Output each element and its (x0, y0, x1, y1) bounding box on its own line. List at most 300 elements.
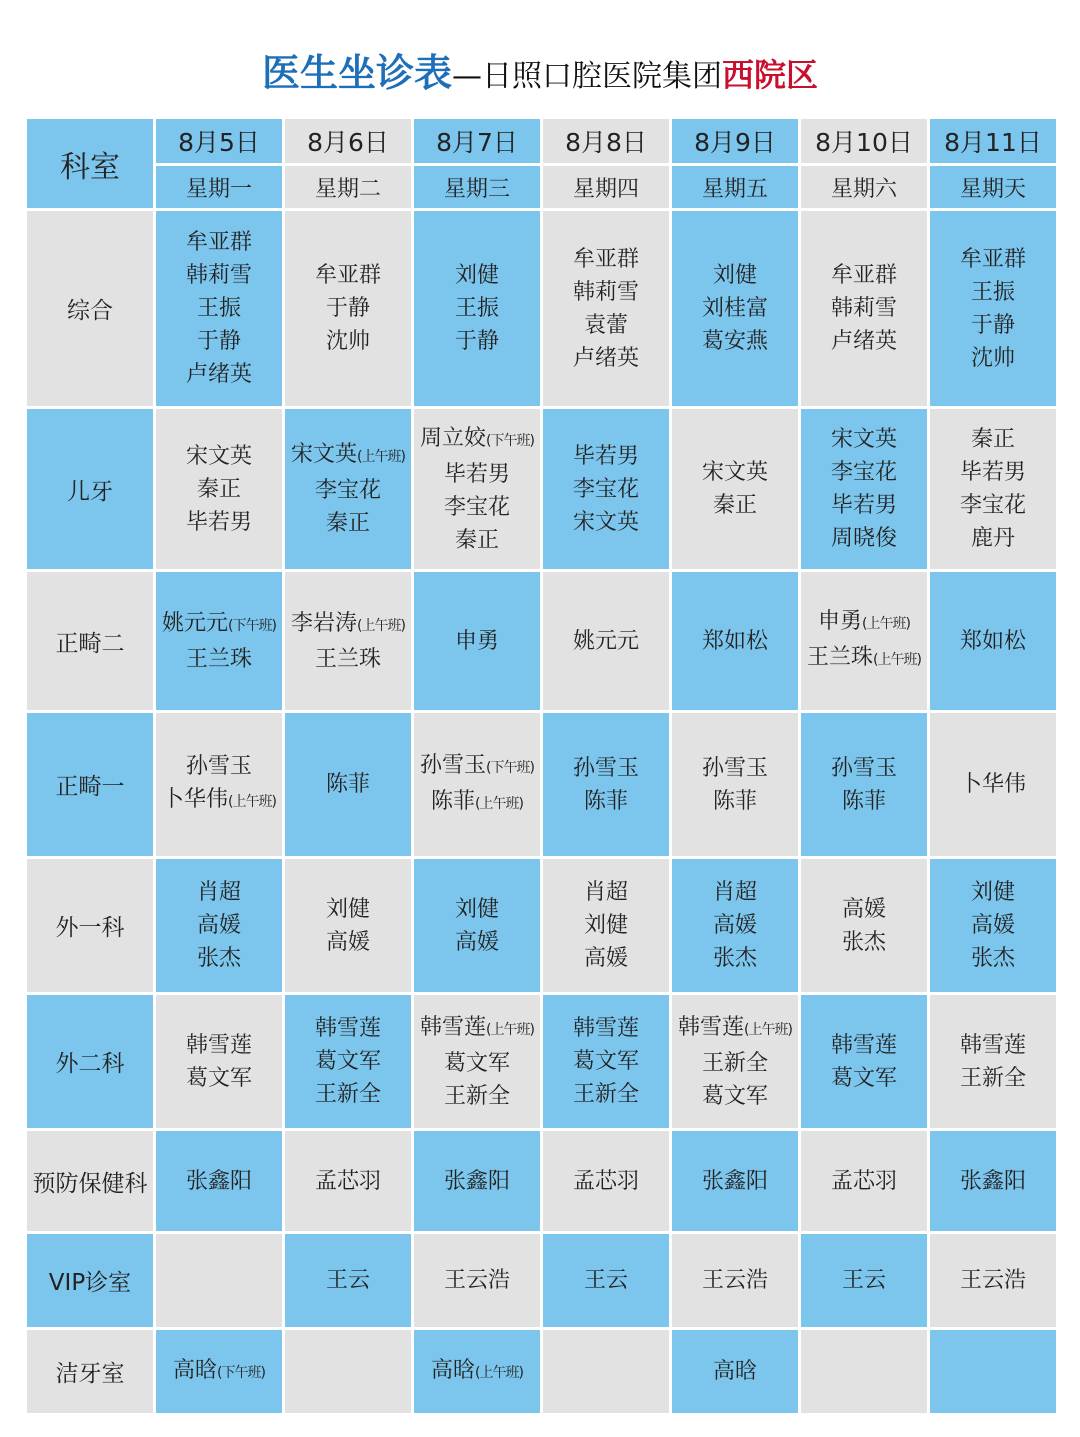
doctor-entry (156, 1029, 282, 1062)
doctor-name: 韩莉雪 (572, 279, 639, 305)
doctor-entry (801, 893, 927, 926)
doctor-entry (801, 605, 927, 641)
doctor-entry (930, 276, 1056, 309)
doctor-name: 张杰 (712, 946, 757, 971)
doctor-name: 袁蕾 (583, 312, 628, 338)
schedule-cell (285, 859, 411, 992)
doctor-entry (543, 625, 669, 658)
doctor-name: 宋文英 (572, 509, 639, 535)
doctor-name: 卢绪英 (830, 329, 897, 354)
doctor-entry (801, 926, 927, 959)
doctor-entry (156, 440, 282, 473)
schedule-cell (672, 859, 798, 992)
doctor-entry (672, 325, 798, 358)
doctor-name: 姚元元 (162, 610, 229, 636)
doctor-entry (930, 876, 1056, 909)
schedule-cell (930, 713, 1056, 856)
doctor-name: 韩雪莲 (572, 1016, 639, 1041)
doctor-name: 王云 (583, 1268, 628, 1293)
title-main: 医生坐诊表 (261, 51, 452, 95)
doctor-name: 孙雪玉 (701, 755, 768, 781)
doctor-name: 高晗 (712, 1359, 757, 1384)
doctor-name: 王兰珠 (314, 646, 381, 672)
doctor-name: 李宝花 (572, 476, 639, 502)
doctor-name: 王新全 (701, 1050, 768, 1076)
doctor-name: 刘健 (712, 263, 757, 288)
doctor-name: 刘健 (454, 896, 499, 922)
schedule-cell (801, 409, 927, 569)
schedule-cell (801, 713, 927, 856)
doctor-entry (156, 259, 282, 292)
doctor-name: 宋文英 (185, 443, 252, 469)
doctor-entry (801, 752, 927, 785)
doctor-entry (672, 909, 798, 942)
doctor-entry (672, 942, 798, 975)
doctor-name: 高媛 (970, 913, 1015, 938)
doctor-entry (930, 489, 1056, 522)
title-district: 西院区 (722, 56, 819, 94)
doctor-name: 刘桂富 (701, 296, 768, 321)
schedule-cell (414, 1330, 540, 1413)
shift-note: (上午班) (873, 652, 921, 668)
doctor-name: 高晗 (431, 1357, 476, 1383)
doctor-name: 王新全 (572, 1082, 639, 1107)
doctor-name: 高媛 (454, 929, 499, 955)
doctor-name: 孙雪玉 (185, 754, 252, 779)
doctor-name: 李宝花 (830, 460, 897, 485)
weekday-header: 星期一 (156, 166, 282, 208)
doctor-name: 张鑫阳 (185, 1168, 252, 1194)
date-header: 8月10日 (801, 119, 927, 163)
date-header: 8月9日 (672, 119, 798, 163)
doctor-name: 肖超 (583, 880, 628, 905)
schedule-row (27, 572, 1056, 710)
date-header: 8月6日 (285, 119, 411, 163)
doctor-entry (156, 643, 282, 676)
doctor-name: 韩莉雪 (185, 263, 252, 288)
shift-note: (上午班) (475, 1364, 523, 1381)
schedule-cell (930, 995, 1056, 1128)
doctor-name: 高媛 (583, 946, 628, 971)
doctor-name: 刘健 (325, 896, 370, 922)
header-weekday-row (27, 166, 1056, 208)
schedule-cell (543, 1330, 669, 1413)
doctor-entry (414, 749, 540, 785)
schedule-cell (672, 995, 798, 1128)
doctor-entry (543, 243, 669, 276)
doctor-name: 陈菲 (712, 788, 757, 814)
schedule-row (27, 1131, 1056, 1231)
doctor-entry (156, 876, 282, 909)
doctor-entry (156, 783, 282, 819)
doctor-name: 韩雪莲 (420, 1014, 487, 1040)
doctor-entry (285, 893, 411, 926)
schedule-cell (672, 1330, 798, 1413)
doctor-entry (543, 1165, 669, 1198)
shift-note: (上午班) (357, 617, 405, 634)
doctor-entry (672, 1080, 798, 1113)
doctor-name: 王云 (841, 1268, 886, 1293)
shift-note: (下午班) (228, 617, 276, 634)
doctor-entry (414, 292, 540, 325)
doctor-entry (543, 440, 669, 473)
dept-label: 预防保健科 (27, 1131, 153, 1231)
doctor-name: 牟亚群 (185, 230, 252, 255)
schedule-row (27, 1234, 1056, 1327)
weekday-header: 星期四 (543, 166, 669, 208)
doctor-entry (930, 342, 1056, 375)
doctor-entry (156, 607, 282, 643)
schedule-cell (414, 409, 540, 569)
doctor-entry (543, 473, 669, 506)
shift-note: (上午班) (744, 1021, 792, 1038)
schedule-cell (414, 1131, 540, 1231)
doctor-entry (156, 750, 282, 783)
doctor-entry (801, 423, 927, 456)
doctor-entry (285, 507, 411, 540)
doctor-name: 韩雪莲 (314, 1016, 381, 1041)
doctor-name: 王云浩 (701, 1268, 768, 1293)
doctor-entry (801, 1264, 927, 1297)
schedule-cell (543, 1234, 669, 1327)
doctor-entry (801, 641, 927, 677)
doctor-entry (930, 309, 1056, 342)
schedule-row (27, 211, 1056, 406)
doctor-entry (414, 1165, 540, 1198)
date-header: 8月5日 (156, 119, 282, 163)
doctor-entry (414, 491, 540, 524)
doctor-entry (801, 1029, 927, 1062)
schedule-cell (930, 572, 1056, 710)
weekday-header: 星期天 (930, 166, 1056, 208)
doctor-name: 宋文英 (701, 460, 768, 485)
shift-note: (上午班) (475, 795, 523, 812)
schedule-cell (156, 409, 282, 569)
doctor-entry (672, 1165, 798, 1198)
schedule-cell (801, 1131, 927, 1231)
schedule-cell (156, 1330, 282, 1413)
shift-note: (下午班) (486, 432, 534, 449)
doctor-entry (930, 942, 1056, 975)
doctor-name: 毕若男 (959, 460, 1026, 485)
schedule-cell (285, 713, 411, 856)
dept-label: 儿牙 (27, 409, 153, 569)
schedule-cell (156, 713, 282, 856)
doctor-name: 高媛 (841, 896, 886, 922)
doctor-entry (285, 643, 411, 676)
schedule-cell (285, 995, 411, 1128)
doctor-name: 于静 (970, 312, 1015, 338)
doctor-name: 李宝花 (314, 478, 381, 503)
doctor-entry (801, 292, 927, 325)
doctor-entry (543, 309, 669, 342)
schedule-cell (930, 1234, 1056, 1327)
doctor-entry (156, 942, 282, 975)
schedule-cell (156, 211, 282, 406)
doctor-entry (801, 1165, 927, 1198)
doctor-entry (543, 1045, 669, 1078)
doctor-entry (414, 524, 540, 557)
schedule-cell (414, 1234, 540, 1327)
doctor-name: 秦正 (970, 427, 1015, 452)
doctor-name: 韩雪莲 (830, 1032, 897, 1058)
schedule-cell (285, 1234, 411, 1327)
shift-note: (下午班) (486, 759, 534, 776)
schedule-cell (543, 211, 669, 406)
doctor-entry (801, 785, 927, 818)
doctor-entry (672, 1264, 798, 1297)
header-date-row (27, 119, 1056, 163)
doctor-name: 张鑫阳 (701, 1168, 768, 1194)
doctor-entry (801, 456, 927, 489)
doctor-entry (672, 259, 798, 292)
dept-label: 正畸一 (27, 713, 153, 856)
doctor-entry (156, 909, 282, 942)
schedule-cell (543, 572, 669, 710)
doctor-entry (543, 276, 669, 309)
weekday-header: 星期二 (285, 166, 411, 208)
schedule-cell (801, 572, 927, 710)
schedule-cell (543, 713, 669, 856)
doctor-entry (156, 1354, 282, 1390)
doctor-name: 于静 (454, 329, 499, 354)
doctor-name: 郑如松 (701, 628, 768, 654)
doctor-name: 于静 (325, 296, 370, 321)
doctor-name: 刘健 (583, 913, 628, 938)
doctor-name: 葛文军 (443, 1050, 510, 1076)
doctor-name: 高媛 (325, 929, 370, 955)
doctor-name: 肖超 (196, 880, 241, 905)
schedule-cell (543, 1131, 669, 1231)
schedule-cell (285, 409, 411, 569)
schedule-cell (672, 211, 798, 406)
schedule-cell (156, 995, 282, 1128)
weekday-header: 星期三 (414, 166, 540, 208)
doctor-name: 秦正 (712, 493, 757, 518)
doctor-name: 王新全 (314, 1082, 381, 1107)
doctor-entry (672, 625, 798, 658)
doctor-entry (543, 752, 669, 785)
doctor-entry (930, 456, 1056, 489)
doctor-name: 葛文军 (185, 1065, 252, 1091)
dept-label: 洁牙室 (27, 1330, 153, 1413)
doctor-entry (543, 942, 669, 975)
schedule-cell (672, 572, 798, 710)
doctor-name: 葛文军 (830, 1065, 897, 1091)
shift-note: (上午班) (862, 616, 910, 632)
doctor-entry (672, 1011, 798, 1047)
doctor-entry (285, 607, 411, 643)
doctor-entry (930, 1264, 1056, 1297)
shift-note: (上午班) (357, 449, 405, 465)
doctor-name: 秦正 (196, 476, 241, 502)
schedule-body (27, 211, 1056, 1413)
doctor-entry (543, 909, 669, 942)
doctor-entry (543, 1078, 669, 1111)
doctor-entry (930, 522, 1056, 555)
doctor-entry (801, 489, 927, 522)
shift-note: (下午班) (217, 1364, 265, 1381)
schedule-cell (672, 1131, 798, 1231)
doctor-entry (930, 1165, 1056, 1198)
doctor-name: 王振 (196, 296, 241, 321)
doctor-entry (285, 474, 411, 507)
doctor-name: 王云浩 (443, 1268, 510, 1293)
doctor-entry (414, 926, 540, 959)
doctor-entry (414, 325, 540, 358)
doctor-name: 李岩涛 (291, 610, 358, 636)
schedule-cell (414, 713, 540, 856)
dept-header: 科室 (27, 119, 153, 208)
doctor-entry (801, 1062, 927, 1095)
doctor-entry (285, 292, 411, 325)
doctor-name: 王新全 (443, 1083, 510, 1109)
schedule-cell (672, 713, 798, 856)
doctor-entry (156, 1062, 282, 1095)
doctor-entry (414, 785, 540, 821)
doctor-entry (930, 1062, 1056, 1095)
doctor-entry (414, 1264, 540, 1297)
doctor-entry (930, 1029, 1056, 1062)
doctor-entry (414, 1080, 540, 1113)
schedule-cell (672, 409, 798, 569)
schedule-row (27, 713, 1056, 856)
doctor-name: 王振 (454, 296, 499, 321)
doctor-entry (156, 226, 282, 259)
schedule-cell (801, 1330, 927, 1413)
doctor-name: 韩雪莲 (185, 1032, 252, 1058)
doctor-entry (285, 1012, 411, 1045)
schedule-cell (414, 211, 540, 406)
doctor-name: 王云 (325, 1268, 370, 1293)
schedule-cell (930, 211, 1056, 406)
doctor-entry (414, 625, 540, 658)
doctor-name: 卢绪英 (185, 362, 252, 387)
doctor-entry (543, 1264, 669, 1297)
weekday-header: 星期五 (672, 166, 798, 208)
doctor-entry (801, 522, 927, 555)
doctor-name: 周立姣 (420, 425, 487, 451)
doctor-name: 孙雪玉 (830, 755, 897, 781)
dept-label: 外一科 (27, 859, 153, 992)
doctor-name: 刘健 (970, 880, 1015, 905)
schedule-cell (801, 995, 927, 1128)
schedule-cell (930, 859, 1056, 992)
doctor-name: 申勇 (454, 628, 499, 654)
schedule-cell (543, 995, 669, 1128)
shift-note: (上午班) (228, 794, 276, 810)
doctor-entry (156, 325, 282, 358)
title-sub: —日照口腔医院集团 (452, 59, 722, 94)
doctor-entry (156, 292, 282, 325)
page-title (0, 50, 1080, 100)
doctor-entry (156, 358, 282, 391)
doctor-entry (285, 1165, 411, 1198)
schedule-row (27, 859, 1056, 992)
doctor-name: 韩莉雪 (830, 296, 897, 321)
doctor-entry (930, 625, 1056, 658)
doctor-entry (672, 1355, 798, 1388)
schedule-cell (156, 572, 282, 710)
schedule-table (24, 116, 1059, 1416)
doctor-name: 韩雪莲 (678, 1014, 745, 1040)
doctor-entry (543, 506, 669, 539)
schedule-cell (930, 409, 1056, 569)
schedule-cell (156, 1234, 282, 1327)
schedule-cell (543, 409, 669, 569)
doctor-entry (672, 1047, 798, 1080)
shift-note: (上午班) (486, 1021, 534, 1038)
doctor-name: 高媛 (712, 913, 757, 938)
schedule-cell (672, 1234, 798, 1327)
doctor-entry (285, 438, 411, 474)
doctor-name: 卜华伟 (959, 772, 1026, 797)
doctor-name: 牟亚群 (830, 263, 897, 288)
doctor-entry (414, 422, 540, 458)
schedule-cell (156, 859, 282, 992)
doctor-name: 陈菲 (325, 772, 370, 797)
schedule-cell (801, 1234, 927, 1327)
schedule-row (27, 995, 1056, 1128)
doctor-name: 陈菲 (841, 788, 886, 814)
doctor-name: 葛安燕 (701, 329, 768, 354)
doctor-entry (672, 876, 798, 909)
dept-label: 综合 (27, 211, 153, 406)
doctor-name: 毕若男 (185, 509, 252, 535)
doctor-entry (672, 752, 798, 785)
doctor-entry (414, 1011, 540, 1047)
doctor-entry (285, 259, 411, 292)
schedule-cell (285, 1131, 411, 1231)
weekday-header: 星期六 (801, 166, 927, 208)
doctor-entry (543, 342, 669, 375)
doctor-name: 宋文英 (830, 427, 897, 452)
doctor-name: 陈菲 (583, 788, 628, 814)
doctor-name: 王兰珠 (807, 645, 874, 670)
doctor-name: 郑如松 (959, 628, 1026, 654)
schedule-row (27, 409, 1056, 569)
doctor-entry (285, 325, 411, 358)
doctor-entry (156, 506, 282, 539)
doctor-name: 毕若男 (443, 461, 510, 487)
doctor-name: 孙雪玉 (420, 752, 487, 778)
doctor-name: 沈帅 (325, 329, 370, 354)
doctor-name: 卜华伟 (162, 787, 229, 812)
doctor-entry (672, 292, 798, 325)
doctor-name: 李宝花 (959, 493, 1026, 518)
doctor-entry (543, 1012, 669, 1045)
doctor-entry (543, 785, 669, 818)
schedule-cell (285, 211, 411, 406)
doctor-name: 孟芯羽 (314, 1168, 381, 1194)
doctor-name: 牟亚群 (314, 263, 381, 288)
schedule-cell (285, 572, 411, 710)
schedule-cell (930, 1131, 1056, 1231)
doctor-entry (672, 456, 798, 489)
doctor-entry (285, 926, 411, 959)
schedule-cell (414, 859, 540, 992)
doctor-name: 韩雪莲 (959, 1032, 1026, 1058)
doctor-name: 王云浩 (959, 1268, 1026, 1293)
schedule-cell (801, 859, 927, 992)
doctor-entry (414, 893, 540, 926)
doctor-name: 张鑫阳 (959, 1168, 1026, 1194)
schedule-cell (414, 995, 540, 1128)
doctor-entry (285, 768, 411, 801)
schedule-cell (801, 211, 927, 406)
doctor-name: 姚元元 (572, 628, 639, 654)
doctor-entry (285, 1045, 411, 1078)
